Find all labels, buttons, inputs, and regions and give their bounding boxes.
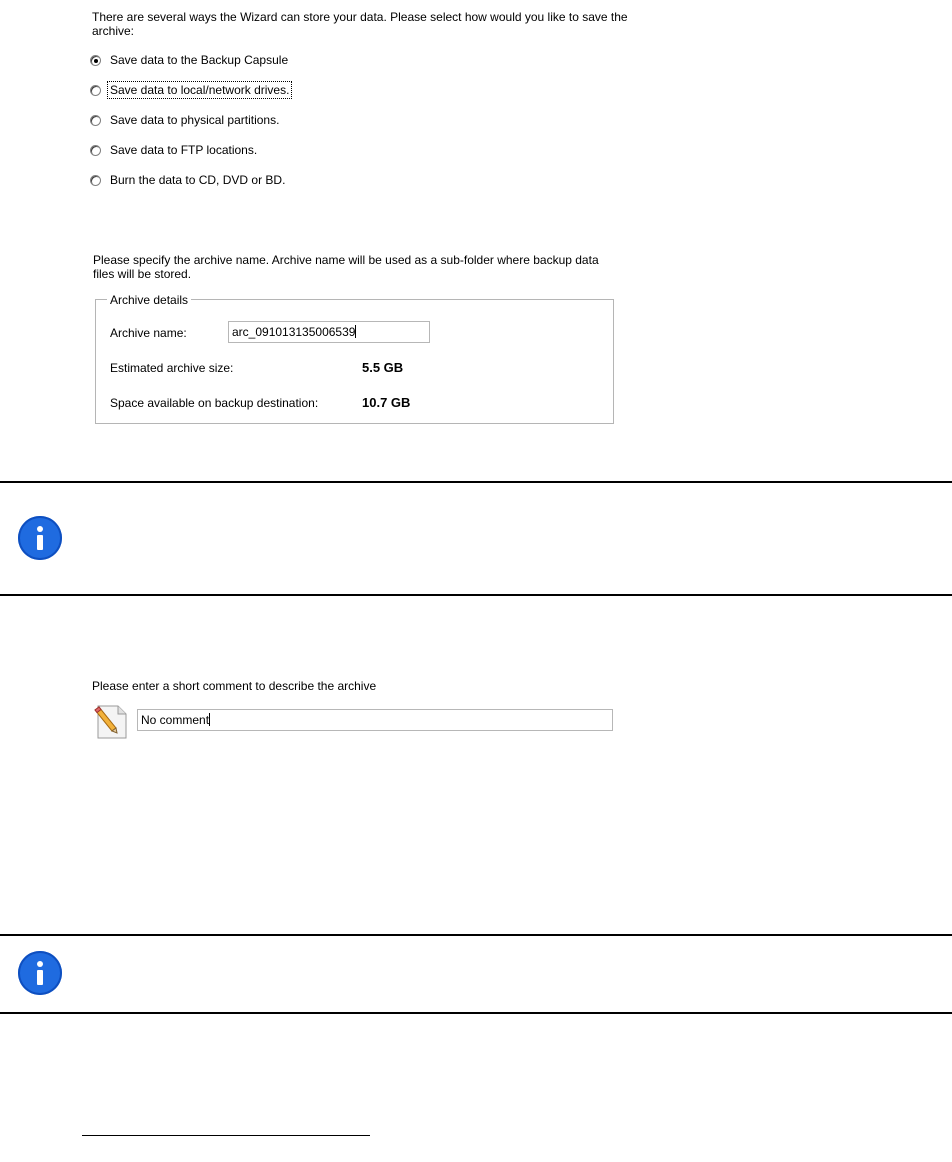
info-box-2-bottom-rule: [0, 1012, 952, 1014]
info-icon: [18, 951, 62, 995]
comment-value: No comment: [141, 713, 210, 727]
radio-ftp-locations[interactable]: [90, 141, 259, 159]
radio-label[interactable]: Save data to physical partitions.: [110, 113, 280, 127]
radio-button[interactable]: [90, 115, 101, 126]
radio-button[interactable]: [90, 85, 101, 96]
info-box-top-rule: [0, 481, 952, 483]
radio-local-network-drives[interactable]: [90, 81, 291, 99]
footnote-separator: [82, 1135, 370, 1136]
archive-name-input[interactable]: [228, 321, 430, 343]
radio-label[interactable]: Save data to FTP locations.: [110, 143, 258, 157]
comment-prompt: Please enter a short comment to describe the archive: [92, 679, 377, 693]
space-available-value: 10.7 GB: [362, 395, 411, 410]
text-cursor: [209, 713, 210, 726]
archive-name-value: arc_091013135006539: [232, 325, 356, 339]
estimated-size-label: Estimated archive size:: [110, 361, 234, 375]
comment-input[interactable]: [137, 709, 613, 731]
radio-button[interactable]: [90, 175, 101, 186]
radio-physical-partitions[interactable]: [90, 111, 281, 129]
text-cursor: [355, 325, 356, 338]
info-box-bottom-rule: [0, 594, 952, 596]
archive-spec-text: Please specify the archive name. Archive name will be used as a sub-folder where backup data files will be stored.: [93, 253, 599, 281]
radio-button[interactable]: [90, 145, 101, 156]
radio-label[interactable]: Save data to the Backup Capsule: [110, 53, 289, 67]
estimated-size-value: 5.5 GB: [362, 360, 404, 375]
radio-label[interactable]: Save data to local/network drives.: [110, 83, 290, 97]
radio-button-checked[interactable]: [90, 55, 101, 66]
info-box-2-top-rule: [0, 934, 952, 936]
space-available-label: Space available on backup destination:: [110, 396, 319, 410]
storage-intro-text: There are several ways the Wizard can store your data. Please select how would you like to save the archive:: [92, 10, 628, 38]
radio-burn-cd-dvd-bd[interactable]: [90, 171, 287, 189]
archive-details-title: Archive details: [107, 293, 191, 307]
radio-backup-capsule[interactable]: [90, 51, 290, 69]
pencil-note-icon: [92, 702, 128, 740]
info-icon: [18, 516, 62, 560]
archive-name-label: Archive name:: [110, 326, 187, 340]
radio-label[interactable]: Burn the data to CD, DVD or BD.: [110, 173, 286, 187]
